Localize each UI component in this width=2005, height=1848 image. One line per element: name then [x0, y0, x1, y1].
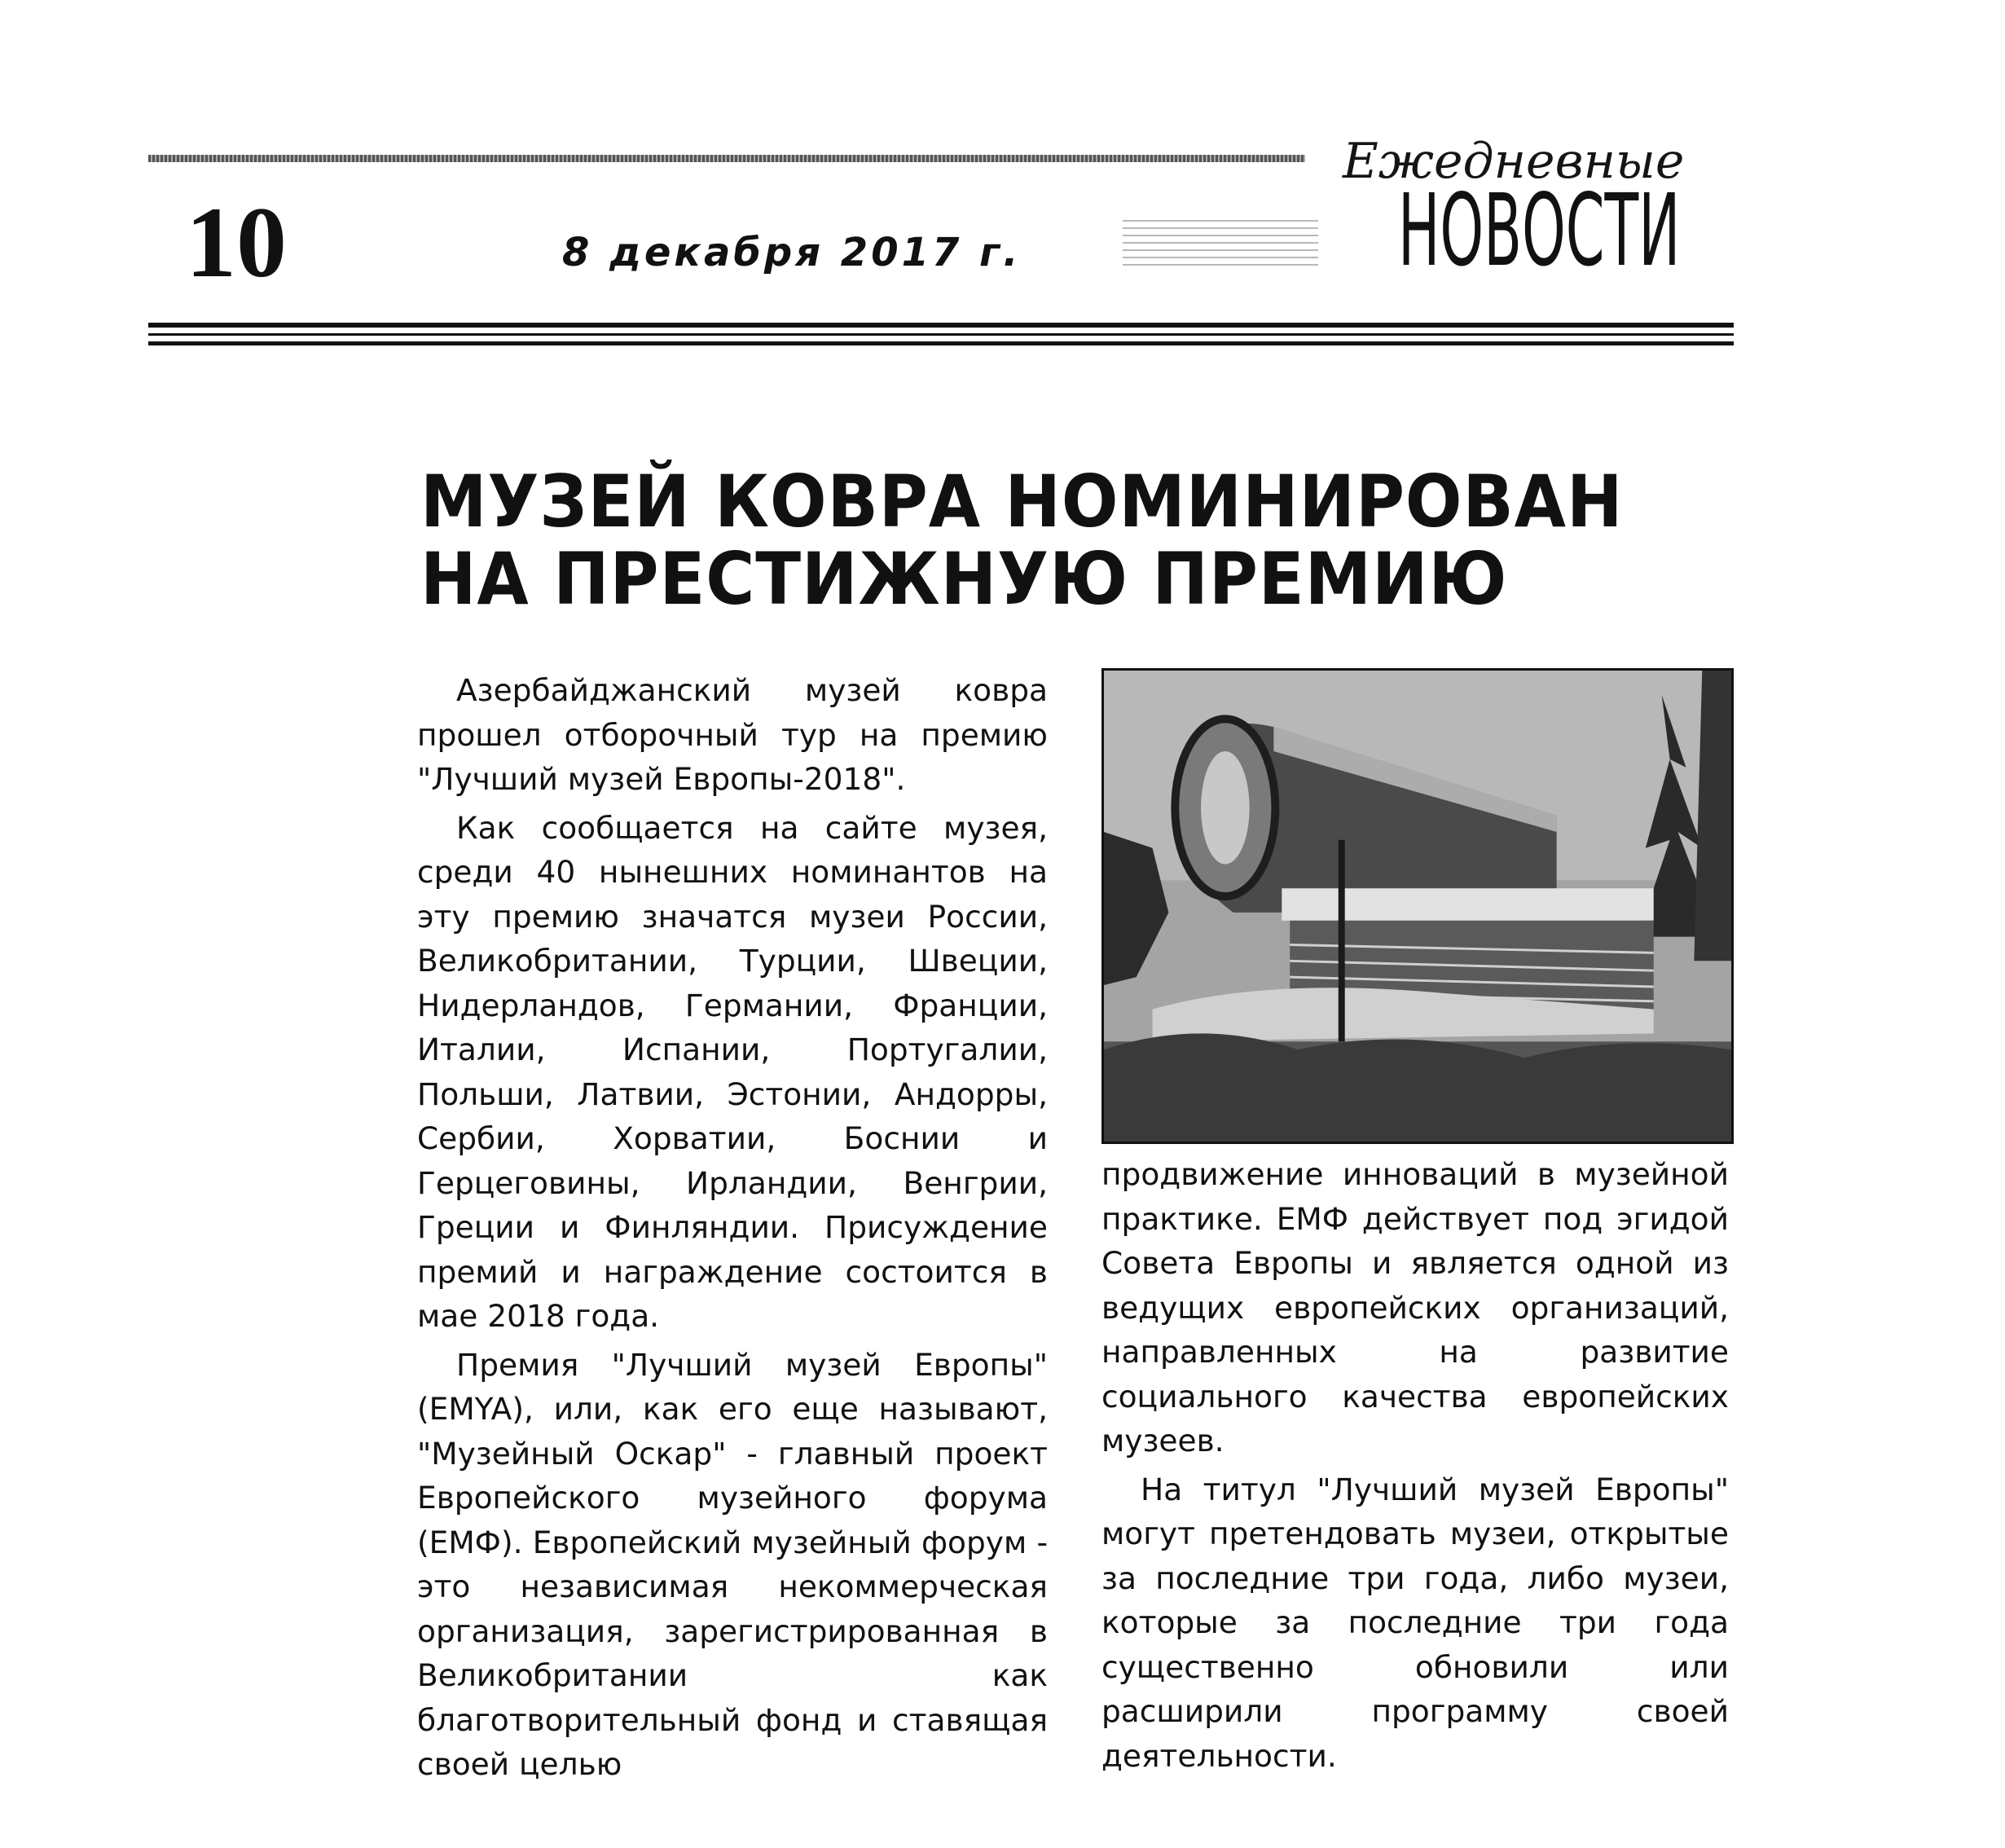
masthead-top-rule — [148, 155, 1305, 162]
paragraph: На титул "Лучший музей Европы" могут претендовать музеи, открытые за последние три года, либо музеи, которые за последние три года существенно обновили или расширили программу своей деятельности. — [1101, 1471, 1729, 1774]
masthead-bottom-rules — [148, 323, 1734, 351]
masthead-title: НОВОСТИ — [1398, 173, 1681, 288]
page-number: 10 — [186, 187, 287, 298]
museum-photo — [1101, 668, 1734, 1144]
issue-date: 8 декабря 2017 г. — [562, 230, 1022, 275]
article-headline — [420, 460, 1624, 622]
museum-building-image — [1104, 671, 1731, 1142]
paragraph: Как сообщается на сайте музея, среди 40 нынешних номинантов на эту премию значатся музеи России, Великобритании, Турции, Швеции, Нидерландов, Германии, Франции, Италии, Испании, Португалии, Польши, Латвии, Эстонии, Андорры, Сербии, Хорватии, Боснии и Герцеговины, Ирландии, Венгрии, Греции и Финляндии. Присуждение премий и награждение состоится в мае 2018 года. — [417, 809, 1048, 1334]
headline-line-1: МУЗЕЙ КОВРА НОМИНИРОВАН — [420, 460, 1624, 543]
paragraph: продвижение инноваций в музейной практике. ЕМФ действует под эгидой Совета Европы и является одной из ведущих европейских организаций, направленных на развитие социального качества европейских музеев. — [1101, 1156, 1729, 1459]
headline-line-2: НА ПРЕСТИЖНУЮ ПРЕМИЮ — [420, 537, 1508, 622]
masthead-script-word: Ежедневные — [1343, 133, 1685, 190]
paragraph: Азербайджанский музей ковра прошел отборочный тур на премию "Лучший музей Европы-2018". — [417, 672, 1048, 797]
masthead-hatching — [1123, 220, 1318, 271]
paragraph: Премия "Лучший музей Европы" (EMYA), или, как его еще называют, "Музейный Оскар" - главный проект Европейского музейного форума (ЕМФ). Европейский музейный форум - это независимая некоммерческая организация, зарегистрированная в Великобритании как благотворительный фонд и ставящая своей целью — [417, 1346, 1048, 1782]
article-right-column — [1101, 1152, 1729, 1782]
article-left-column — [417, 668, 1048, 1791]
